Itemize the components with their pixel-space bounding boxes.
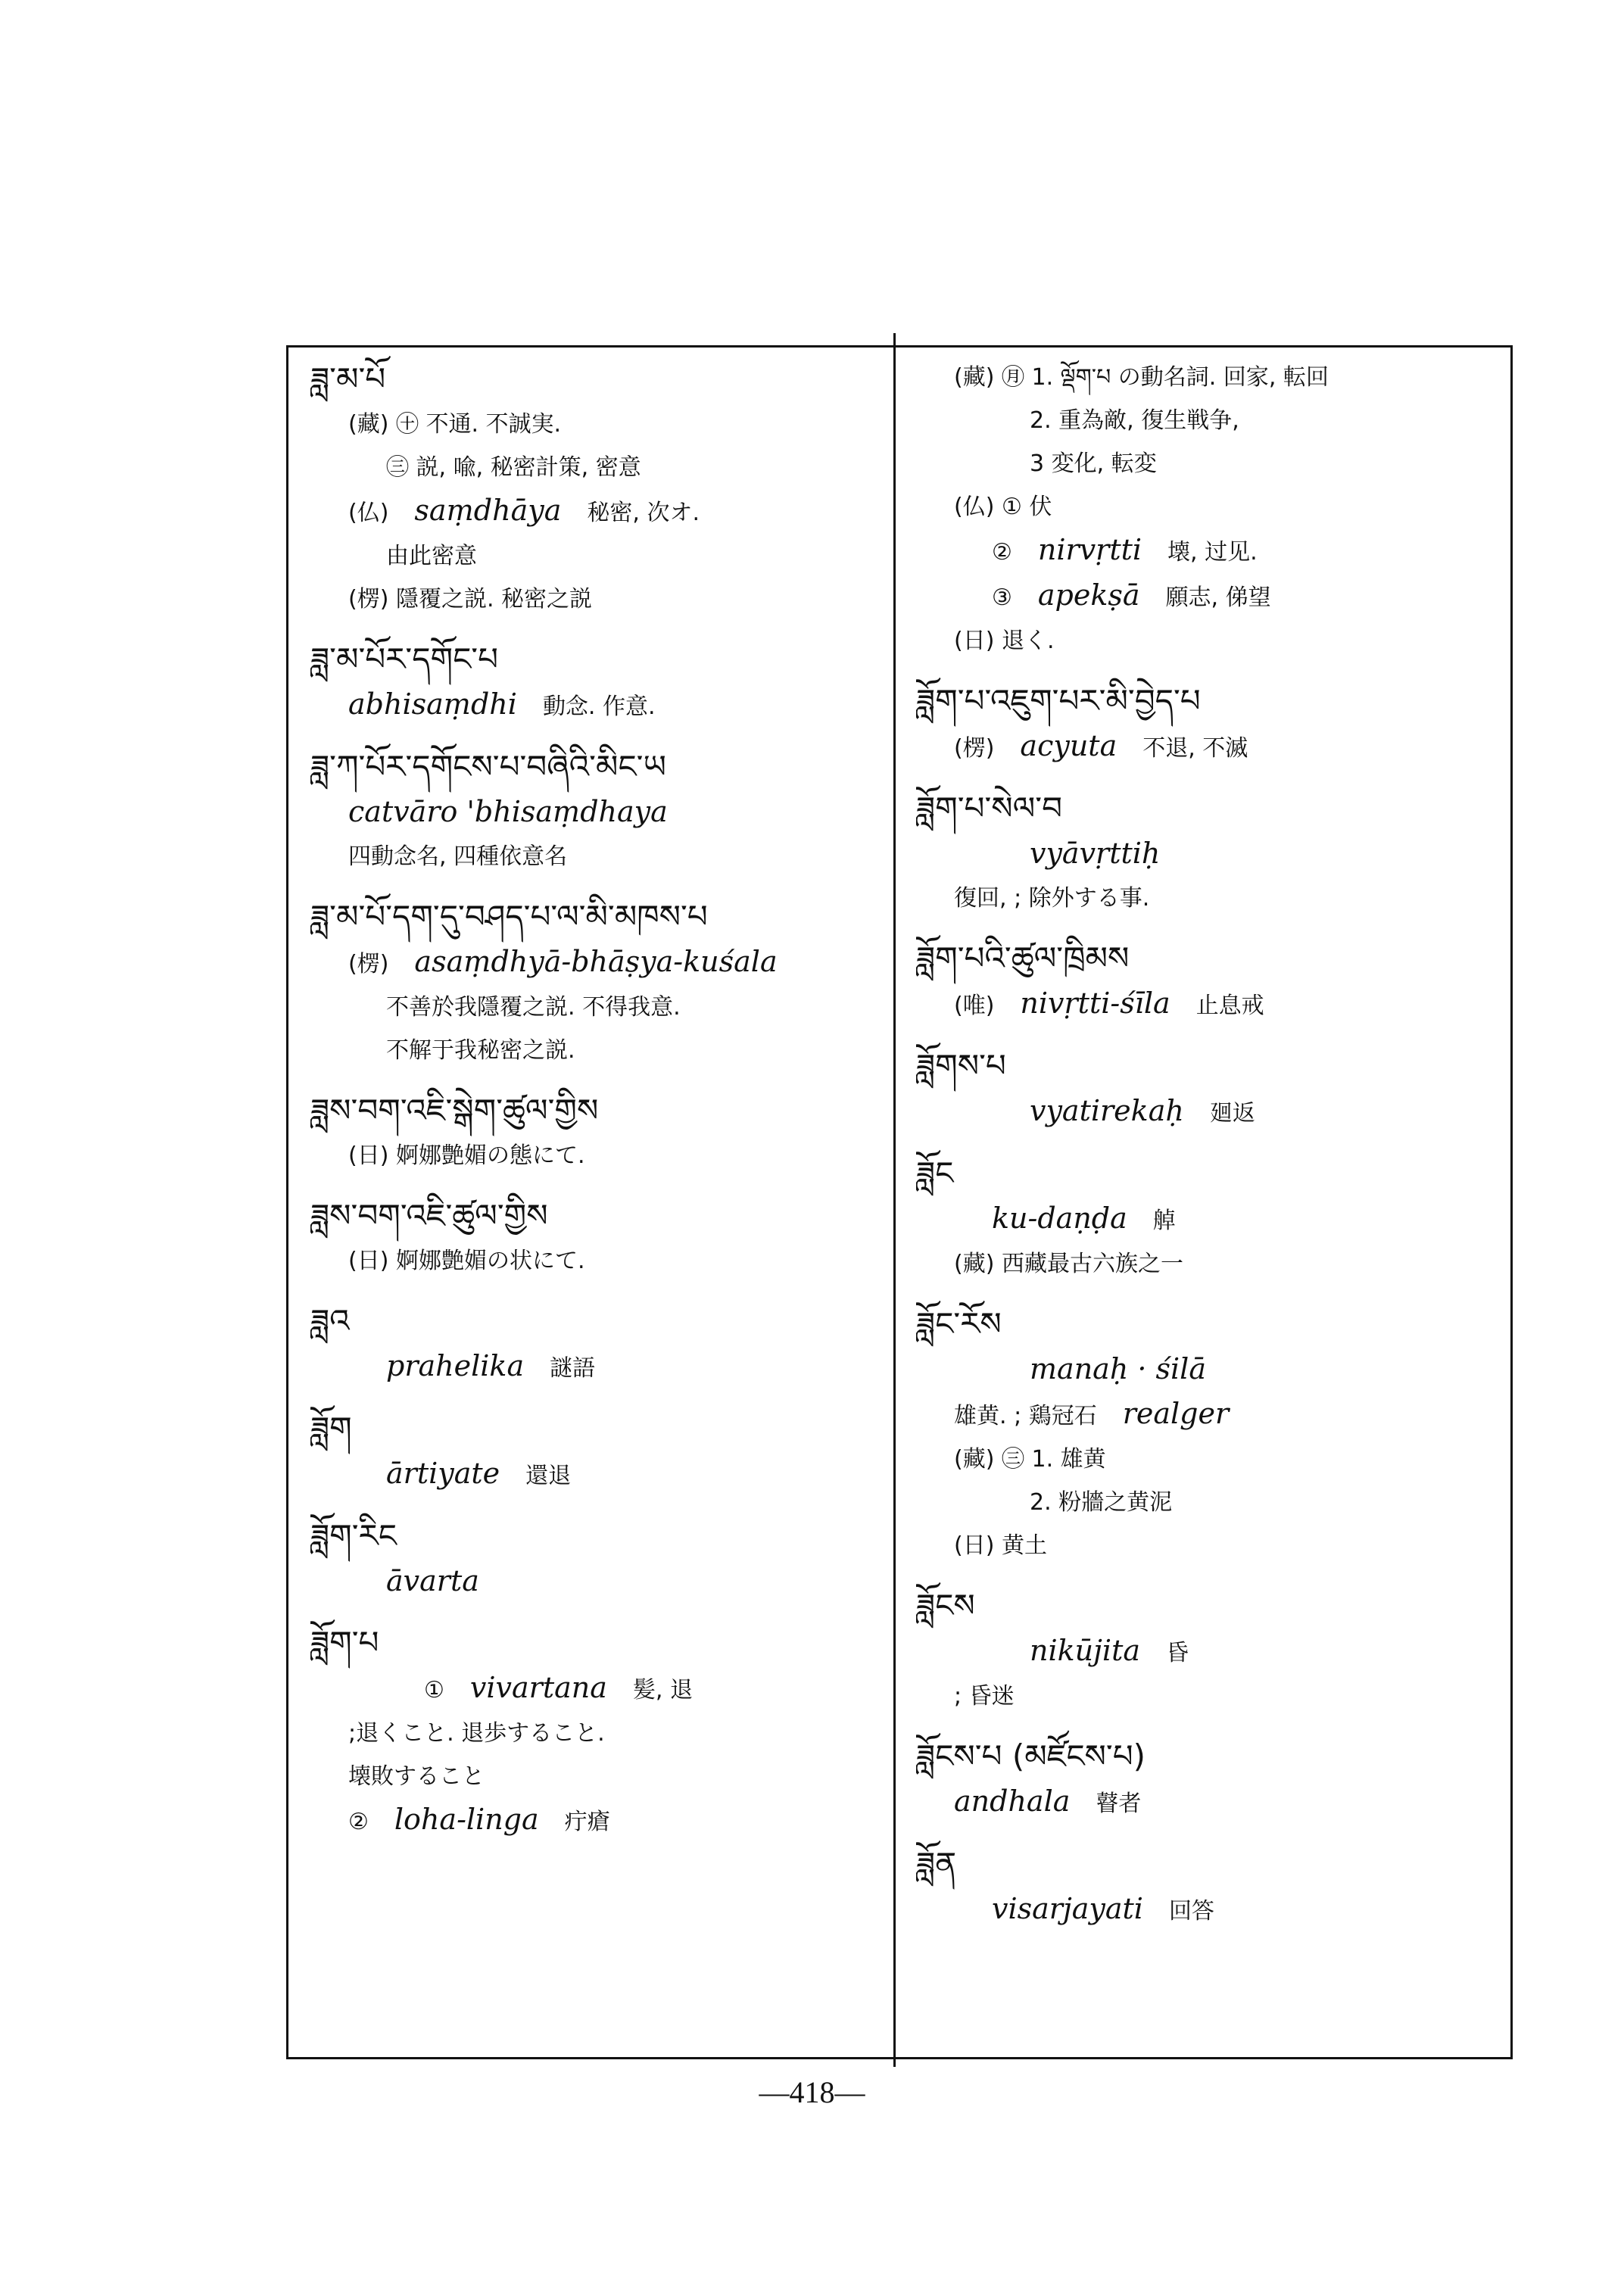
entry-line	[310, 1134, 886, 1177]
entry-headword: ཟློག་རིང	[310, 1517, 397, 1554]
gloss-text: 由此密意	[386, 543, 477, 569]
entry-headword: ཟློངས་པ (མཛོངས་པ)	[916, 1738, 1146, 1775]
gloss-text: (仏)	[348, 500, 389, 526]
gloss-text: 雄黄. ; 鶏冠石	[954, 1403, 1097, 1429]
gloss-text: 謎語	[550, 1355, 596, 1382]
entry-headword: ཟློག་པ་འཇུག་པར་མི་བྱེད་པ	[916, 682, 1201, 719]
gloss-text: 3 変化, 転変	[1030, 450, 1157, 477]
dictionary-entry	[310, 1405, 886, 1498]
dictionary-entry	[916, 1582, 1507, 1718]
gloss-text: 動念. 作意.	[542, 693, 656, 720]
sanskrit-term: loha-linga	[394, 1803, 539, 1836]
entry-line	[916, 356, 1507, 399]
dictionary-entry	[916, 785, 1507, 920]
gloss-text: ㊂ 説, 喩, 秘密計策, 密意	[386, 454, 641, 481]
entry-headword: ཟློང	[916, 1155, 954, 1192]
entry-line	[310, 1239, 886, 1283]
entry-line	[310, 1712, 886, 1755]
gloss-text: (唯)	[954, 993, 995, 1019]
left-column	[310, 356, 886, 2052]
dictionary-entry	[310, 356, 886, 621]
sanskrit-term: vyatirekaḥ	[1030, 1094, 1184, 1127]
dictionary-entry	[916, 356, 1507, 662]
entry-line	[916, 485, 1507, 528]
dictionary-entry	[916, 1043, 1507, 1135]
right-column	[916, 356, 1507, 2052]
gloss-text: 不善於我隱覆之説. 不得我意.	[386, 994, 681, 1021]
sanskrit-term: vyāvṛttiḥ	[1030, 837, 1161, 870]
entry-line	[916, 528, 1507, 574]
gloss-text: 秘密, 次オ.	[587, 500, 700, 526]
entry-line	[310, 403, 886, 446]
sanskrit-term: catvāro 'bhisaṃdhaya	[348, 795, 668, 828]
entry-line	[310, 578, 886, 621]
dictionary-entry	[916, 1150, 1507, 1286]
entry-line	[310, 1755, 886, 1798]
dictionary-entry	[310, 1513, 886, 1604]
entry-line	[916, 832, 1507, 877]
dictionary-entry	[916, 1301, 1507, 1567]
entry-headword: ཟླས་བག་འཇི་སྒེག་ཚུལ་གྱིས	[310, 1092, 599, 1129]
entry-line	[916, 1197, 1507, 1242]
entry-line	[310, 1666, 886, 1712]
entry-line	[916, 1438, 1507, 1481]
dictionary-entry	[310, 1087, 886, 1177]
entry-headword: ཟླས་བག་འཇི་ཚུལ་གྱིས	[310, 1197, 548, 1234]
entry-headword: ཟློན	[916, 1845, 957, 1882]
gloss-text: (日) 婀娜艶媚の状にて.	[348, 1248, 585, 1274]
gloss-text: 壊, 过见.	[1167, 539, 1258, 566]
entry-headword: ཟློང་རོས	[916, 1305, 1002, 1342]
sanskrit-term: āvarta	[386, 1564, 479, 1597]
dictionary-entry	[916, 1840, 1507, 1933]
sanskrit-term: manaḥ · śilā	[1030, 1352, 1206, 1385]
entry-line	[310, 535, 886, 578]
gloss-text: 不解于我秘密之説.	[386, 1037, 575, 1064]
entry-line	[916, 725, 1507, 770]
dictionary-entry	[310, 1192, 886, 1283]
dictionary-entry	[310, 743, 886, 878]
gloss-text: 2. 粉牆之黄泥	[1030, 1489, 1173, 1516]
sanskrit-term: vivartana	[469, 1671, 607, 1704]
sanskrit-term: ku-daṇḍa	[992, 1202, 1127, 1235]
column-divider	[893, 333, 896, 2067]
entry-line	[916, 1242, 1507, 1286]
entry-line	[310, 1560, 886, 1604]
gloss-text: 疔瘡	[564, 1809, 610, 1835]
gloss-text: (日) 黄土	[954, 1532, 1047, 1559]
dictionary-entry	[310, 1298, 886, 1390]
entry-line	[310, 940, 886, 986]
entry-line	[916, 1887, 1507, 1933]
entry-line	[916, 1780, 1507, 1825]
gloss-text: (藏) ㊉ 不通. 不誠実.	[348, 411, 562, 438]
entry-line	[916, 1392, 1507, 1438]
sanskrit-term: abhisaṃdhi	[348, 687, 517, 721]
gloss-text: 復回, ; 除外する事.	[954, 885, 1150, 912]
dictionary-entry	[916, 1733, 1507, 1825]
entry-line	[310, 1029, 886, 1072]
entry-line	[310, 1798, 886, 1844]
sanskrit-term: nivṛtti-śīla	[1020, 986, 1170, 1020]
entry-line	[916, 442, 1507, 485]
gloss-text: (日) 退く.	[954, 628, 1055, 654]
sanskrit-term: nirvṛtti	[1037, 533, 1142, 566]
entry-line	[310, 1452, 886, 1498]
sanskrit-term: asaṃdhyā-bhāṣya-kuśala	[414, 945, 778, 978]
gloss-text: (藏) 西藏最古六族之一	[954, 1251, 1183, 1277]
entry-headword: ཟླ་མ་པོར་དགོང་པ	[310, 641, 499, 678]
entry-line	[310, 1345, 886, 1390]
entry-headword: ཟློག	[310, 1410, 352, 1447]
gloss-text: (楞)	[348, 951, 389, 977]
gloss-text: 還退	[525, 1463, 572, 1489]
entry-line	[916, 982, 1507, 1027]
dictionary-entry	[916, 678, 1507, 770]
entry-line	[916, 877, 1507, 920]
gloss-text: ; 昏迷	[954, 1683, 1015, 1710]
entry-line	[916, 1675, 1507, 1718]
gloss-text: ②	[992, 539, 1012, 566]
sanskrit-term: acyuta	[1020, 729, 1117, 762]
entry-line	[916, 399, 1507, 442]
gloss-text: 䑲	[1152, 1208, 1176, 1234]
sanskrit-term: apekṣā	[1037, 578, 1140, 612]
sanskrit-term: prahelika	[386, 1349, 525, 1382]
entry-headword: ཟླ་ཀ་པོར་དགོངས་པ་བཞིའི་མིང་ཡ	[310, 748, 666, 785]
gloss-text: (日) 婀娜艶媚の態にて.	[348, 1142, 585, 1169]
entry-headword: ཟླ་མ་པོ་དག་དུ་བཤད་པ་ལ་མི་མཁས་པ	[310, 898, 708, 935]
gloss-text: 四動念名, 四種依意名	[348, 843, 568, 870]
gloss-text: ③	[992, 584, 1012, 611]
gloss-text: ①	[424, 1677, 444, 1703]
gloss-text: (藏) ㊊ 1. ལྡོག་པ の動名詞. 回家, 転回	[954, 364, 1329, 391]
gloss-text: 壊敗すること	[348, 1763, 485, 1790]
dictionary-entry	[916, 935, 1507, 1027]
entry-headword: ཟླའ	[310, 1302, 350, 1339]
entry-line	[916, 1524, 1507, 1567]
entry-line	[916, 1481, 1507, 1524]
entry-line	[916, 574, 1507, 619]
entry-line	[310, 986, 886, 1029]
gloss-text: (楞) 隱覆之説. 秘密之説	[348, 586, 593, 612]
dictionary-entry	[310, 636, 886, 728]
sanskrit-term: saṃdhāya	[414, 494, 562, 527]
entry-line	[916, 1089, 1507, 1135]
entry-headword: ཟློག་པ	[310, 1624, 379, 1661]
entry-headword: ཟློགས་པ	[916, 1047, 1006, 1084]
entry-line	[916, 1348, 1507, 1392]
gloss-text: ②	[348, 1809, 369, 1835]
gloss-text: 廻返	[1209, 1100, 1255, 1127]
sanskrit-term: realger	[1122, 1397, 1230, 1430]
entry-line	[916, 619, 1507, 662]
gloss-text: 不退, 不滅	[1142, 735, 1248, 762]
gloss-text: (仏) ① 伏	[954, 494, 1052, 520]
sanskrit-term: visarjayati	[992, 1892, 1143, 1925]
gloss-text: ;退くこと. 退歩すること.	[348, 1720, 605, 1747]
entry-line	[310, 489, 886, 535]
page-number: —418—	[759, 2075, 865, 2109]
entry-headword: ཟློག་པའི་ཚུལ་ཁྲིམས	[916, 940, 1130, 977]
entry-line	[310, 790, 886, 835]
gloss-text: 髪, 退	[632, 1677, 693, 1703]
gloss-text: 瞽者	[1096, 1791, 1142, 1817]
entry-headword: ཟླ་མ་པོ	[310, 360, 386, 397]
entry-line	[310, 446, 886, 489]
entry-headword: ཟློག་པ་སེལ་བ	[916, 790, 1063, 827]
gloss-text: (藏) ㊂ 1. 雄黄	[954, 1446, 1106, 1473]
sanskrit-term: nikūjita	[1030, 1634, 1140, 1667]
entry-line	[310, 835, 886, 878]
entry-line	[916, 1629, 1507, 1675]
dictionary-entry	[310, 893, 886, 1072]
sanskrit-term: andhala	[954, 1784, 1071, 1818]
gloss-text: (楞)	[954, 735, 995, 762]
entry-line	[310, 683, 886, 728]
gloss-text: 2. 重為敵, 復生戦争,	[1030, 407, 1239, 434]
dictionary-entry	[310, 1619, 886, 1844]
gloss-text: 止息戒	[1195, 993, 1264, 1019]
entry-headword: ཟློངས	[916, 1587, 975, 1624]
sanskrit-term: ārtiyate	[386, 1457, 500, 1490]
gloss-text: 願志, 俤望	[1165, 584, 1271, 611]
gloss-text: 昏	[1166, 1640, 1189, 1666]
gloss-text: 回答	[1168, 1898, 1214, 1925]
